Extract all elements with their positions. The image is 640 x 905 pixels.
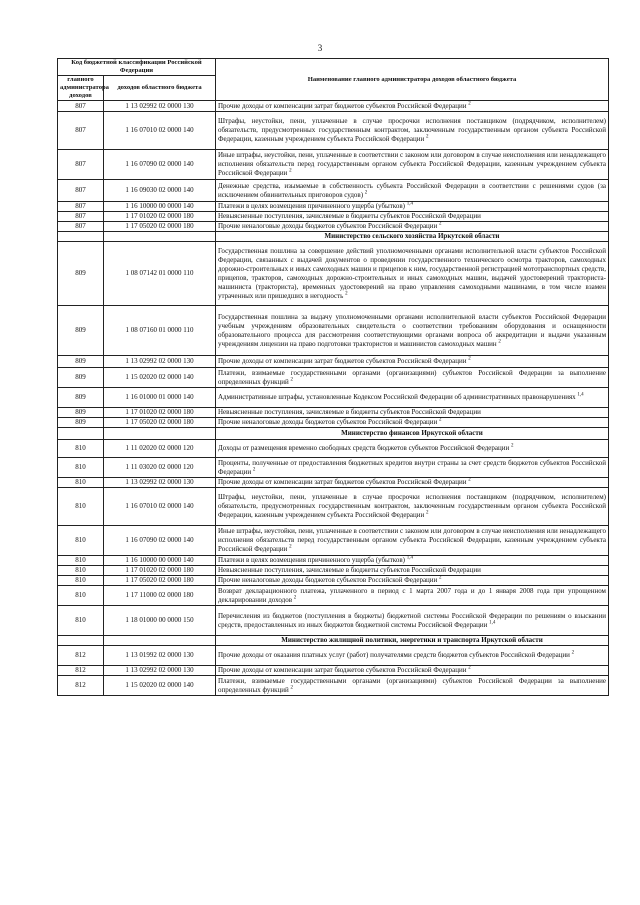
income-code-cell: 1 17 01020 02 0000 180 [104,212,216,222]
admin-code-cell: 809 [58,306,104,356]
table-row [58,368,609,388]
income-name-text: Государственная пошлина за совершение действий уполномоченными органами исполнительной власти субъектов Российской Федерации, связанных с выдачей документов о проведении государственного технического осмотра тракторов, самоходных дорожно-строительных и иных самоходных машин и прицепов к ним, государственной регистрацией мототранспортных средств, прицепов, тракторов, самоходных дорожно-строительных и иных самоходных машин, выдачей удостоверений тракториста-машиниста (тракториста), временных удостоверений на право управления самоходными машинами, в том числе взамен утраченных или пришедших в негодность [218,246,606,300]
income-code-cell: 1 17 11000 02 0000 180 [104,586,216,606]
admin-code-cell: 809 [58,418,104,428]
income-name-cell [216,212,609,222]
income-name-text: Прочие неналоговые доходы бюджетов субъектов Российской Федерации [218,576,438,584]
income-name-cell [216,112,609,150]
income-name-text: Платежи в целях возмещения причиненного ущерба (убытков) [218,556,405,564]
income-name-text: Невыясненные поступления, зачисляемые в бюджеты субъектов Российской Федерации [218,212,481,220]
footnote-marker: 1,4 [406,201,413,207]
admin-code-cell [58,428,104,440]
admin-code-cell: 810 [58,478,104,488]
income-code-cell: 1 08 07142 01 0000 110 [104,242,216,306]
income-name-text: Платежи в целях возмещения причиненного ущерба (убытков) [218,202,405,210]
section-header-row [58,428,609,440]
income-name-cell [216,306,609,356]
footnote-marker: 2 [468,665,471,671]
admin-code-cell: 810 [58,526,104,556]
table-row [58,388,609,408]
table-row [58,576,609,586]
income-code-cell: 1 16 07010 02 0000 140 [104,488,216,526]
income-code-cell: 1 13 02992 02 0000 130 [104,666,216,676]
income-name-cell [216,242,609,306]
income-name-text: Возврат декларационного платежа, уплаченного в период с 1 марта 2007 года и до 1 января 2008 года при упрощенном декларировании доходов [218,586,606,604]
table-row [58,488,609,526]
income-name-text: Проценты, полученные от предоставления бюджетных кредитов внутри страны за счет средств бюджетов субъектов Российской Федерации [218,458,606,476]
admin-code-cell: 809 [58,356,104,368]
income-name-text: Прочие доходы от компенсации затрат бюджетов субъектов Российской Федерации [218,101,467,110]
footnote-marker: 2 [293,595,297,601]
table-header-row [58,59,609,76]
admin-code-cell: 807 [58,101,104,112]
header-name: Наименование главного администратора доходов областного бюджета [216,59,609,101]
table-row [58,306,609,356]
income-code-cell: 1 16 01000 01 0000 140 [104,388,216,408]
footnote-marker: 1,4 [406,555,413,561]
table-row [58,566,609,576]
income-code-cell: 1 13 02992 02 0000 130 [104,478,216,488]
section-header-row [58,636,609,646]
table-row [58,212,609,222]
income-name-text: Невыясненные поступления, зачисляемые в бюджеты субъектов Российской Федерации [218,408,481,416]
header-income: доходов областного бюджета [104,76,216,101]
income-code-cell: 1 13 02992 02 0000 130 [104,356,216,368]
income-name-text: Государственная пошлина за выдачу уполномоченными органами исполнительной власти субъектов Российской Федерации учебным учреждениям образовательных свидетельств о соответствии требованиям оборудования и оснащенности образовательного процесса для рассмотрения соответствующими органами вопроса об аккредитации и выдачи указанным учреждениям лицензии на право подготовки трактористов и машинистов самоходных машин [218,312,606,348]
income-code-cell: 1 17 05020 02 0000 180 [104,222,216,232]
income-code-cell: 1 08 07160 01 0000 110 [104,306,216,356]
section-title [216,232,609,242]
income-name-cell [216,180,609,202]
income-name-cell [216,526,609,556]
footnote-marker: 2 [289,168,292,174]
table-row [58,586,609,606]
income-code-cell: 1 15 02020 02 0000 140 [104,676,216,696]
income-code-cell [104,428,216,440]
income-name-text: Прочие неналоговые доходы бюджетов субъектов Российской Федерации [218,418,438,426]
income-name-text: Платежи, взимаемые государственными органами (организациями) субъектов Российской Федерации за выполнение определенных функций [218,676,606,694]
income-code-cell: 1 16 09030 02 0000 140 [104,180,216,202]
admin-code-cell: 807 [58,150,104,180]
table-row [58,112,609,150]
income-name-text: Штрафы, неустойки, пени, уплаченные в случае просрочки исполнения поставщиком (подрядчиком, исполнителем) обязательств, предусмотренных государственным контрактом, заключенным государственным органом субъекта Российской Федерации, казенным учреждением субъекта Российской Федерации [218,493,606,519]
footnote-marker: 2 [511,443,514,449]
admin-code-cell: 807 [58,212,104,222]
income-name-cell [216,408,609,418]
admin-code-cell: 807 [58,180,104,202]
footnote-marker: 2 [439,417,442,423]
income-name-cell [216,576,609,586]
admin-code-cell: 812 [58,676,104,696]
income-code-cell: 1 16 07010 02 0000 140 [104,112,216,150]
admin-code-cell: 812 [58,646,104,666]
income-name-text: Прочие доходы от компенсации затрат бюджетов субъектов Российской Федерации [218,478,467,486]
footnote-marker: 2 [498,339,501,345]
income-name-cell [216,488,609,526]
income-name-text: Штрафы, неустойки, пени, уплаченные в случае просрочки исполнения поставщиком (подрядчиком, исполнителем) обязательств, предусмотренных государственным контрактом, заключенным государственным органом субъекта Российской Федерации, казенным учреждением субъекта Российской Федерации [218,117,606,143]
table-row [58,666,609,676]
income-name-cell [216,586,609,606]
income-code-cell [104,636,216,646]
income-name-text: Министерство сельского хозяйства Иркутской области [324,232,500,240]
income-code-cell: 1 16 10000 00 0000 140 [104,202,216,212]
admin-code-cell: 810 [58,488,104,526]
admin-code-cell: 810 [58,556,104,566]
section-title [216,428,609,440]
income-code-cell: 1 17 05020 02 0000 180 [104,418,216,428]
income-code-cell: 1 13 02992 02 0000 130 [104,101,216,112]
income-name-cell [216,606,609,636]
income-code-cell: 1 17 01020 02 0000 180 [104,408,216,418]
footnote-marker: 2 [468,477,471,483]
footnote-marker: 2 [289,544,292,550]
income-name-cell [216,388,609,408]
table-row [58,242,609,306]
admin-code-cell: 812 [58,666,104,676]
income-name-cell [216,478,609,488]
income-name-text: Доходы от размещения временно свободных средств бюджетов субъектов Российской Федерации [218,444,510,452]
footnote-marker: 2 [345,291,348,297]
income-name-cell [216,556,609,566]
table-row [58,676,609,696]
table-row [58,646,609,666]
income-name-text: Министерство жилищной политики, энергетики и транспорта Иркутской области [281,636,543,644]
admin-code-cell: 807 [58,112,104,150]
income-name-text: Денежные средства, изымаемые в собственность субъекта Российской Федерации в соответствии с решениями судов (за исключением обвинительных приговоров судов) [218,181,606,199]
table-row [58,556,609,566]
table-row [58,222,609,232]
income-name-cell [216,458,609,478]
income-code-cell: 1 13 01992 02 0000 130 [104,646,216,666]
admin-code-cell: 810 [58,576,104,586]
income-name-cell [216,101,609,112]
footnote-marker: 2 [290,685,293,691]
admin-code-cell: 809 [58,242,104,306]
income-name-cell [216,150,609,180]
table-body [58,101,609,696]
income-name-text: Прочие доходы от компенсации затрат бюджетов субъектов Российской Федерации [218,357,467,365]
table-row [58,418,609,428]
income-name-text: Платежи, взимаемые государственными органами (организациями) субъектов Российской Федерации за выполнение определенных функций [218,368,606,386]
income-name-cell [216,202,609,212]
income-name-cell [216,646,609,666]
admin-code-cell: 810 [58,458,104,478]
section-title [216,636,609,646]
footnote-marker: 2 [252,467,256,473]
income-code-cell: 1 17 05020 02 0000 180 [104,576,216,586]
table-row [58,526,609,556]
admin-code-cell [58,232,104,242]
income-code-cell: 1 11 03020 02 0000 120 [104,458,216,478]
income-code-cell: 1 15 02020 02 0000 140 [104,368,216,388]
income-code-cell: 1 16 07090 02 0000 140 [104,526,216,556]
footnote-marker: 1,4 [489,620,496,626]
income-name-text: Министерство финансов Иркутской области [341,429,483,437]
admin-code-cell: 807 [58,222,104,232]
admin-code-cell: 809 [58,408,104,418]
footnote-marker: 2 [364,190,368,196]
income-name-cell [216,440,609,458]
table-row [58,606,609,636]
admin-code-cell: 809 [58,388,104,408]
page-number: 3 [317,43,323,53]
table-row [58,202,609,212]
income-code-cell: 1 11 02020 02 0000 120 [104,440,216,458]
income-name-text: Иные штрафы, неустойки, пени, уплаченные в соответствии с законом или договором в случае неисполнения или ненадлежащего исполнения обязательств перед государственным органом субъекта Российской Федерации, казенным учреждением субъекта Российской Федерации [218,527,606,553]
header-code-group: Код бюджетной классификации Российской Федерации [58,59,216,76]
income-name-text: Прочие неналоговые доходы бюджетов субъектов Российской Федерации [218,222,438,230]
income-name-cell [216,356,609,368]
table-row [58,440,609,458]
table-row [58,408,609,418]
footnote-marker: 2 [426,134,429,140]
admin-code-cell: 810 [58,566,104,576]
footnote-marker: 2 [290,377,293,383]
footnote-marker: 2 [439,575,442,581]
income-code-cell [104,232,216,242]
income-name-text: Прочие доходы от компенсации затрат бюджетов субъектов Российской Федерации [218,666,467,674]
income-name-cell [216,418,609,428]
income-code-cell: 1 16 07090 02 0000 140 [104,150,216,180]
footnote-marker: 2 [426,510,429,516]
table-row [58,101,609,112]
income-code-cell: 1 17 01020 02 0000 180 [104,566,216,576]
income-name-cell [216,566,609,576]
income-name-cell [216,676,609,696]
income-name-text: Иные штрафы, неустойки, пени, уплаченные в соответствии с законом или договором в случае неисполнения или ненадлежащего исполнения обязательств перед государственным органом субъекта Российской Федерации, казенным учреждением субъекта Российской Федерации [218,151,606,177]
income-name-text: Административные штрафы, установленные Кодексом Российской Федерации об административных правонарушениях [218,393,576,401]
admin-code-cell: 810 [58,586,104,606]
table-row [58,180,609,202]
footnote-marker: 2 [468,356,471,362]
revenue-administrators-table [57,58,609,696]
income-name-text: Прочие доходы от оказания платных услуг (работ) получателями средств бюджетов субъектов Российской Федерации [218,651,570,659]
income-name-cell [216,368,609,388]
admin-code-cell: 810 [58,440,104,458]
income-code-cell: 1 18 01000 00 0000 150 [104,606,216,636]
admin-code-cell [58,636,104,646]
section-header-row [58,232,609,242]
income-name-cell [216,666,609,676]
table-row [58,478,609,488]
admin-code-cell: 807 [58,202,104,212]
income-code-cell: 1 16 10000 00 0000 140 [104,556,216,566]
footnote-marker: 2 [439,221,442,227]
header-admin: главного администратора доходов [58,76,104,101]
footnote-marker: 1,4 [577,392,584,398]
income-name-cell [216,222,609,232]
admin-code-cell: 810 [58,606,104,636]
footnote-marker: 2 [571,650,575,656]
income-name-text: Невыясненные поступления, зачисляемые в бюджеты субъектов Российской Федерации [218,566,481,574]
admin-code-cell: 809 [58,368,104,388]
table-row [58,150,609,180]
table-row [58,356,609,368]
income-name-text: Перечисления из бюджетов (поступления в бюджеты) бюджетной системы Российской Федерации по решениям о взыскании средств, предоставленных из иных бюджетов бюджетной системы Российской Федерации [218,611,606,629]
footnote-marker: 2 [468,101,471,107]
table-row [58,458,609,478]
